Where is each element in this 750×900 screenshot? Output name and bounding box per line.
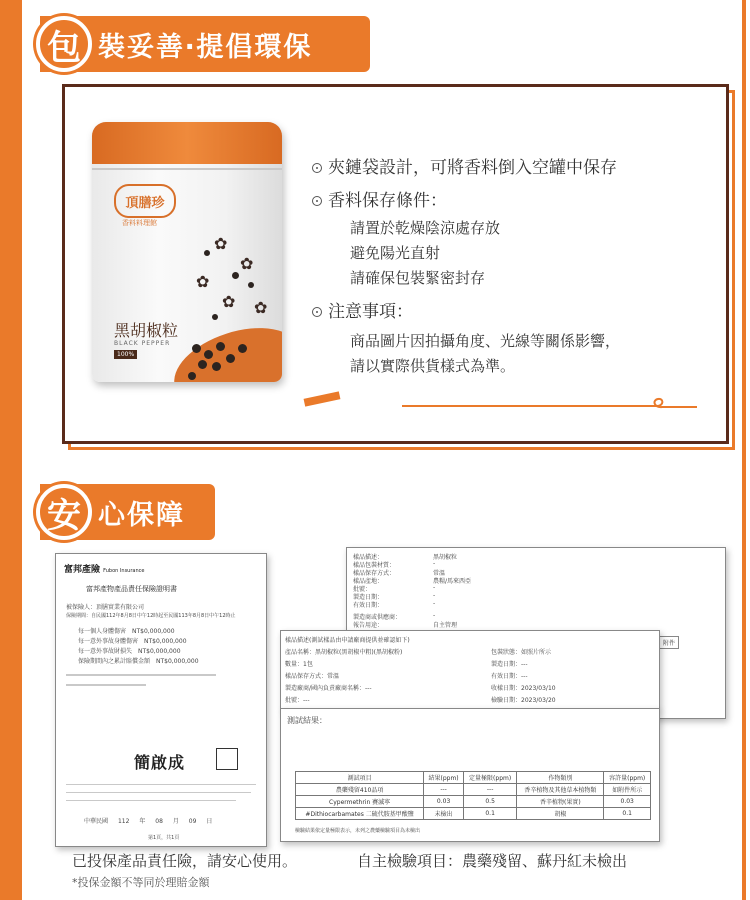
right-accent-line	[742, 0, 746, 900]
table-row: 測試項目 結果(ppm) 定量極限(ppm) 作物類別 容許量(ppm)	[296, 772, 651, 784]
test-report-header	[280, 630, 660, 710]
insurance-row: 每一意外事故身體傷害 NT$0,000,000	[78, 638, 187, 645]
peppercorn	[204, 350, 213, 359]
insurance-row: 每一個人身體傷害 NT$0,000,000	[78, 628, 175, 635]
brand-subtitle: 香料料理館	[122, 219, 157, 227]
brand-logo: 頂膳珍	[114, 184, 176, 218]
report-header-row: 包裝狀態：如照片所示	[491, 649, 552, 656]
report-header-row: 數量：1包	[285, 661, 313, 668]
side-tab: 附件	[659, 636, 679, 649]
section-title-safety	[40, 484, 215, 540]
report-back-row: 報告用途： 自主管理	[353, 622, 458, 629]
insurance-row: 每一意外事故財損失 NT$0,000,000	[78, 648, 181, 655]
insurance-page: 第1頁，共1頁	[148, 835, 180, 841]
report-header-row: 製造廠商/國內負責廠商名稱：---	[285, 685, 372, 692]
section-title-text: 裝妥善‧提倡環保	[98, 31, 313, 63]
signature: 簡啟成	[134, 753, 186, 772]
bullet-icon	[312, 163, 322, 173]
peppercorn	[248, 282, 254, 288]
feature-storage	[312, 186, 447, 211]
storage-line: 避免陽光直射	[350, 244, 441, 262]
peppercorn	[216, 342, 225, 351]
wave-decoration	[402, 394, 702, 414]
left-accent-bar	[0, 0, 22, 900]
report-back-row: 製造日期： -	[353, 592, 436, 601]
insurance-note: *投保金額不等同於理賠金額	[72, 876, 210, 889]
peppercorn	[204, 250, 210, 256]
product-bag-image	[92, 122, 282, 382]
insurance-row: 保險期間：自民國112年8月8日中午12時起至民國113年8月8日中午12時止	[66, 613, 236, 619]
feature-notice	[312, 297, 413, 322]
section-title-packaging	[40, 16, 370, 72]
report-header-row: 樣品描述(測試樣品由申請廠商提供並確認如下)	[285, 637, 410, 644]
table-row: #Dithiocarbamates 二硫代胺基甲酸鹽 未檢出 0.1 胡椒 0.1	[296, 808, 651, 820]
peppercorn	[238, 344, 247, 353]
report-header-row: 樣品保存方式：常溫	[285, 673, 340, 680]
insurance-row: 保險期間內之累計賠償金額 NT$0,000,000	[78, 658, 199, 665]
flower-icon: ✿	[214, 234, 228, 253]
peppercorn	[232, 272, 239, 279]
peppercorn	[192, 344, 201, 353]
report-header-row: 產品名稱：黑胡椒粒(黑胡椒中粗)(黑胡椒粉)	[285, 649, 403, 656]
feature-title: 香料保存條件：	[328, 191, 447, 211]
insurance-logo	[64, 562, 144, 575]
flower-icon: ✿	[254, 298, 268, 317]
bullet-icon	[312, 307, 322, 317]
test-report-results	[280, 708, 660, 842]
report-back-row: 樣品產地： 農糧/馬來西亞	[353, 578, 472, 585]
results-table	[295, 771, 651, 820]
section-title-badge: 包	[36, 16, 92, 72]
peppercorn	[198, 360, 207, 369]
report-header-row: 製造日期：---	[491, 661, 528, 668]
peppercorn	[212, 362, 221, 371]
report-header-row: 收樣日期：2023/03/10	[491, 685, 556, 692]
report-back-row: 樣品描述： 黑胡椒粒	[353, 554, 458, 561]
insurance-date: 中華民國 112 年 08 月 09 日	[84, 818, 213, 825]
notice-line: 請以實際供貨樣式為準。	[350, 357, 516, 375]
product-badge: 100%	[114, 350, 137, 359]
flower-icon: ✿	[196, 272, 210, 291]
feature-title: 夾鏈袋設計，可將香料倒入空罐中保存	[328, 158, 617, 178]
peppercorn	[212, 314, 218, 320]
table-row: Cypermethrin 賽滅寧 0.03 0.5 香辛植物(果實) 0.03	[296, 796, 651, 808]
table-row: 農藥殘留410品項 --- --- 香辛植物及其他草本植物類 如附件所示	[296, 784, 651, 796]
product-name-en: BLACK PEPPER	[114, 340, 171, 347]
report-back-row: 製造商或供應商： -	[353, 612, 436, 621]
peppercorn	[226, 354, 235, 363]
storage-line: 請確保包裝緊密封存	[350, 269, 486, 287]
flower-icon: ✿	[222, 292, 236, 311]
section-title-text: 心保障	[98, 499, 185, 531]
seal-stamp	[216, 748, 238, 770]
report-header-row: 有效日期：---	[491, 673, 528, 680]
peppercorn	[188, 372, 196, 380]
notice-line: 商品圖片因拍攝角度、光線等關係影響，	[350, 332, 621, 350]
results-label: 測試結果：	[287, 716, 327, 725]
insurance-caption: 已投保產品責任險，請安心使用。	[72, 852, 298, 870]
insurance-title: 富邦產物產品責任保險證明書	[86, 585, 177, 593]
section-title-badge: 安	[36, 484, 92, 540]
insurance-row: 被保險人：頂膳實業有限公司	[66, 604, 145, 611]
storage-line: 請置於乾燥陰涼處存放	[350, 219, 501, 237]
report-back-row: 樣品保存方式： 常溫	[353, 570, 446, 577]
results-footnote: 檢驗結果依定量極限表示，未列之農藥檢驗項目為未檢出	[295, 828, 421, 834]
insurance-company: 富邦產險	[64, 565, 101, 575]
feature-title: 注意事項：	[328, 302, 413, 322]
feature-zipper	[312, 153, 617, 178]
product-name: 黑胡椒粒	[114, 321, 179, 340]
insurance-company-en: Fubon Insurance	[103, 568, 145, 574]
report-header-row: 批號：---	[285, 697, 310, 704]
report-header-row: 檢驗日期：2023/03/20	[491, 697, 556, 704]
bag-top-band	[92, 122, 282, 164]
bullet-icon	[312, 196, 322, 206]
report-back-row: 批號： -	[353, 584, 436, 593]
bag-zipper	[92, 168, 282, 170]
report-back-row: 樣品包裝材質： -	[353, 560, 436, 569]
report-back-row: 有效日期： -	[353, 600, 436, 609]
flower-icon: ✿	[240, 254, 254, 273]
inspection-caption: 自主檢驗項目：農藥殘留、蘇丹紅未檢出	[357, 852, 628, 870]
insurance-certificate	[55, 553, 267, 847]
